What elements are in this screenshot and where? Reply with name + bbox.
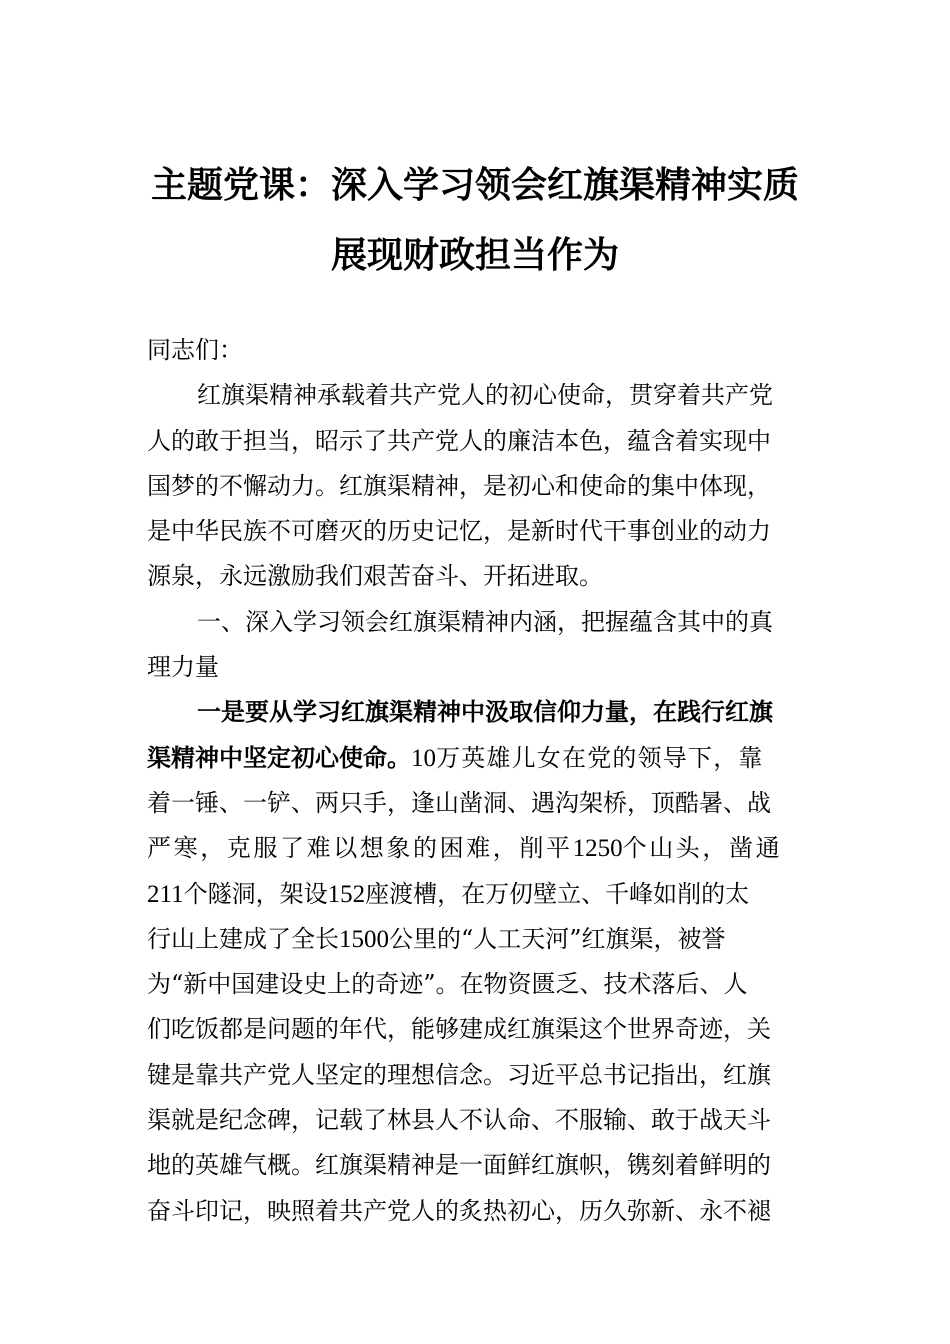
point-text: 座渡槽，在万仞壁立、千峰如削的太	[365, 879, 750, 908]
document-title-line-1: 主题党课：深入学习领会红旗渠精神实质	[150, 164, 799, 206]
point-line: 奋斗印记，映照着共产党人的炙热初心，历久弥新、永不褪	[147, 1196, 771, 1225]
intro-line: 是中华民族不可磨灭的历史记忆，是新时代干事创业的动力	[147, 517, 771, 546]
section-heading-line: 理力量	[147, 653, 219, 682]
section-heading-line: 一、深入学习领会红旗渠精神内涵，把握蕴含其中的真	[197, 607, 773, 636]
point-line: 为“新中国建设史上的奇迹”。在物资匮乏、技术落后、人	[147, 970, 748, 999]
number-text: 1250	[572, 835, 623, 863]
point-line: 着一锤、一铲、两只手，逢山凿洞、遇沟架桥，顶酷暑、战	[147, 788, 771, 817]
intro-line: 红旗渠精神承载着共产党人的初心使命，贯穿着共产党	[197, 381, 773, 410]
point-line: 渠就是纪念碑，记载了林县人不认命、不服输、敢于战天斗	[147, 1106, 771, 1135]
point-line: 们吃饭都是问题的年代，能够建成红旗渠这个世界奇迹，关	[147, 1015, 771, 1044]
salutation: 同志们：	[147, 336, 243, 364]
point-line	[147, 917, 807, 962]
intro-line: 国梦的不懈动力。红旗渠精神，是初心和使命的集中体现，	[147, 471, 771, 500]
point-line	[147, 826, 807, 871]
point-line	[147, 872, 807, 917]
point-text: 公里的“人工天河”红旗渠，被誉	[389, 924, 726, 953]
point-text: 个隧洞，架设	[183, 879, 328, 908]
number-text: 10	[411, 744, 436, 772]
number-text: 1500	[339, 925, 389, 953]
intro-line: 人的敢于担当，昭示了共产党人的廉洁本色，蕴含着实现中	[147, 426, 771, 455]
point-text: 万英雄儿女在党的领导下，靠	[436, 743, 764, 772]
number-text: 152	[327, 880, 366, 908]
point-line: 键是靠共产党人坚定的理想信念。习近平总书记指出，红旗	[147, 1060, 771, 1089]
point-bold-text: 渠精神中坚定初心使命。	[147, 743, 411, 772]
document-body	[147, 328, 807, 1234]
point-text: 个山头，凿通	[622, 834, 783, 863]
point-line: 地的英雄气概。红旗渠精神是一面鲜红旗帜，镌刻着鲜明的	[147, 1151, 771, 1180]
number-text: 211	[147, 880, 184, 908]
document-title-line-2: 展现财政担当作为	[330, 234, 619, 276]
point-text: 严寒，克服了难以想象的困难，削平	[147, 834, 573, 863]
point-bold-line: 一是要从学习红旗渠精神中汲取信仰力量，在践行红旗	[197, 698, 773, 727]
intro-line: 源泉，永远激励我们艰苦奋斗、开拓进取。	[147, 562, 603, 591]
point-text: 行山上建成了全长	[147, 924, 339, 953]
point-line	[147, 736, 807, 781]
